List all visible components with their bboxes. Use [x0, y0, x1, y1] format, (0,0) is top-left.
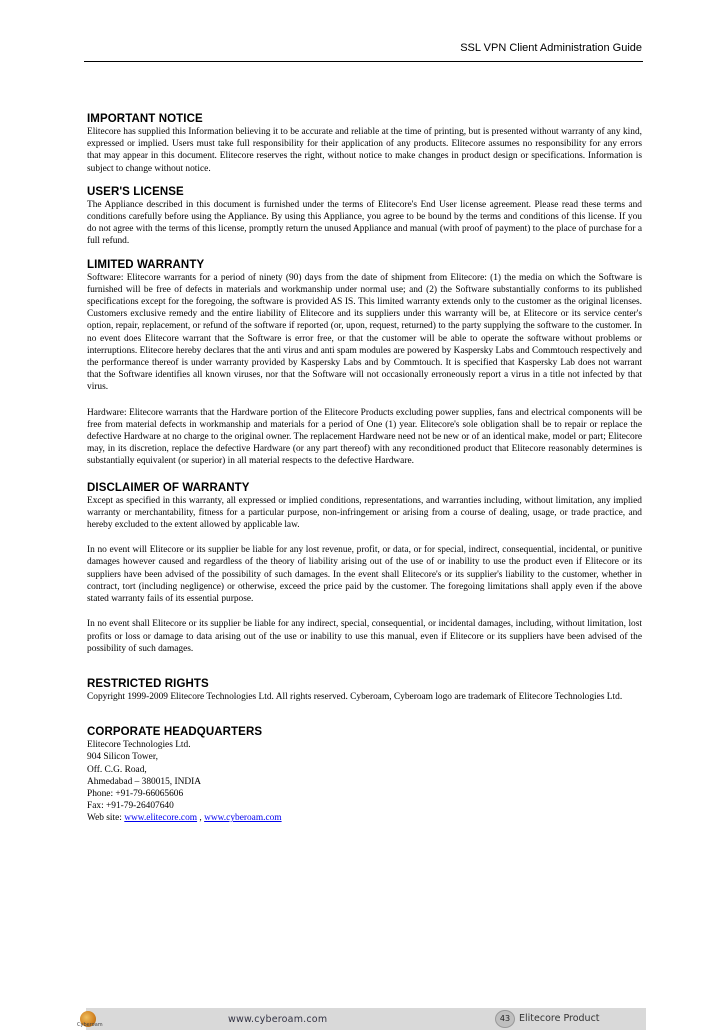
- header-rule: [84, 61, 643, 62]
- disclaimer-text-2: In no event will Elitecore or its supplier be liable for any lost revenue, profit, or data, or for special, indirect, consequential, incidental, or punitive damages however caused and regardless of the theory of liability arising out of the use of or inability to use the product even if Elitecore or its suppliers have been advised of the possibility of such damages. In the event shall Elitecore's or its supplier's liability to the customer, whether in contract, tort (including negligence) or otherwise, exceed the price paid by the customer. The foregoing limitations shall apply even if the above stated warranty fails of its essential purpose.: [87, 545, 642, 605]
- hq-website: [87, 812, 642, 824]
- disclaimer-text-3: In no event shall Elitecore or its supplier be liable for any indirect, special, consequential, or incidental damages, including, without limitation, lost profits or loss or damage to data arising out of the use or inability to use this manual, even if Elitecore or its suppliers have been advised of the possibility of such damages.: [87, 619, 642, 654]
- hq-company: Elitecore Technologies Ltd.: [87, 740, 191, 751]
- important-notice-text: Elitecore has supplied this Information believing it to be accurate and reliable at the time of printing, but is presented without warranty of any kind, expressed or implied. Users must take full responsibility for their application of any products. Elitecore assumes no responsibility for any errors that may appear in this document. Elitecore reserves the right, without notice to make changes in product design or specifications. Information is subject to change without notice.: [87, 127, 642, 174]
- hq-fax: Fax: +91-79-26407640: [87, 801, 174, 812]
- users-license-text: The Appliance described in this document is furnished under the terms of Elitecore's End User license agreement. Please read these terms and conditions carefully before using the Appliance. By using this Appliance, you agree to be bound by the terms and conditions of this license. If you do not agree with the terms of this license, promptly return the unused Appliance and manual (with proof of payment) to the place of purchase for a full refund.: [87, 199, 642, 247]
- hq-city: Ahmedabad – 380015, INDIA: [87, 776, 202, 787]
- limited-warranty-hardware: Hardware: Elitecore warrants that the Hardware portion of the Elitecore Products excluding power supplies, fans and electrical components will be free from material defects in workmanship and materials for a period of One (1) year. Elitecore's sole obligation shall be to repair or replace the defective Hardware at no charge to the original owner. The replacement Hardware need not be new or of an identical make, model or part; Elitecore may, in its discretion, replace the defective Hardware (or any part thereof) with any reconditioned product that Elitecore reasonably determines is substantially equivalent (or superior) in all material respects to the defective Hardware.: [87, 407, 642, 467]
- elitecore-link[interactable]: www.elitecore.com: [124, 813, 198, 824]
- hq-heading: CORPORATE HEADQUARTERS: [87, 726, 263, 739]
- hq-website-label: Web site:: [87, 813, 125, 824]
- restricted-rights-text: Copyright 1999-2009 Elitecore Technologies Ltd. All rights reserved. Cyberoam, Cyberoam logo are trademark of Elitecore Technologies Ltd.: [87, 691, 623, 702]
- limited-warranty-software: Software: Elitecore warrants for a period of ninety (90) days from the date of shipment from Elitecore: (1) the media on which the Software is furnished will be free of defects in materials and workmanship under normal use; and (2) the Software substantially conforms to its published specifications except for the foregoing, the software is provided AS IS. This limited warranty extends only to the customer as the original licenses. Customers exclusive remedy and the entire liability of Elitecore and its suppliers under this warranty will be, at Elitecore or its service center's option, repair, replacement, or refund of the software if reported (or, upon, request, returned) to the party supplying the software to the customer. In no event does Elitecore warrant that the Software is error free, or that the customer will be able to operate the software without problems or interruptions. Elitecore hereby declares that the anti virus and anti spam modules are powered by Kaspersky Labs and Commtouch respectively and the performance thereof is under warranty provided by Kaspersky Labs and by Commtouch. It is specified that Kaspersky Lab does not warrant that the Software identifies all known viruses, nor that the Software will not occasionally erroneously report a virus in a title not infected by that virus.: [87, 272, 642, 393]
- header-title: SSL VPN Client Administration Guide: [460, 42, 642, 54]
- document-body: [87, 112, 642, 825]
- disclaimer-text-1: Except as specified in this warranty, all expressed or implied conditions, representations, and warranties including, without limitation, any implied warranty or merchantability, fitness for a particular purpose, non-infringement or arising from a course of dealing, usage, or trade practice, and hereby excluded to the extent allowed by applicable law.: [87, 495, 642, 531]
- hq-address: [87, 739, 642, 824]
- page-number: 43: [495, 1010, 515, 1028]
- hq-road: Off. C.G. Road,: [87, 764, 147, 775]
- disclaimer-heading: DISCLAIMER OF WARRANTY: [87, 481, 250, 494]
- restricted-rights-heading: RESTRICTED RIGHTS: [87, 677, 209, 690]
- important-notice-heading: IMPORTANT NOTICE: [87, 113, 203, 125]
- footer-website: www.cyberoam.com: [228, 1014, 328, 1025]
- hq-street: 904 Silicon Tower,: [87, 752, 158, 763]
- hq-website-separator: ,: [197, 813, 205, 824]
- hq-phone: Phone: +91-79-66065606: [87, 788, 184, 799]
- limited-warranty-heading: LIMITED WARRANTY: [87, 258, 205, 271]
- cyberoam-link[interactable]: www.cyberoam.com: [204, 813, 282, 824]
- footer-logo-text: Cyberoam: [77, 1022, 103, 1028]
- users-license-heading: USER'S LICENSE: [87, 185, 184, 198]
- footer-product: Elitecore Product: [519, 1013, 600, 1024]
